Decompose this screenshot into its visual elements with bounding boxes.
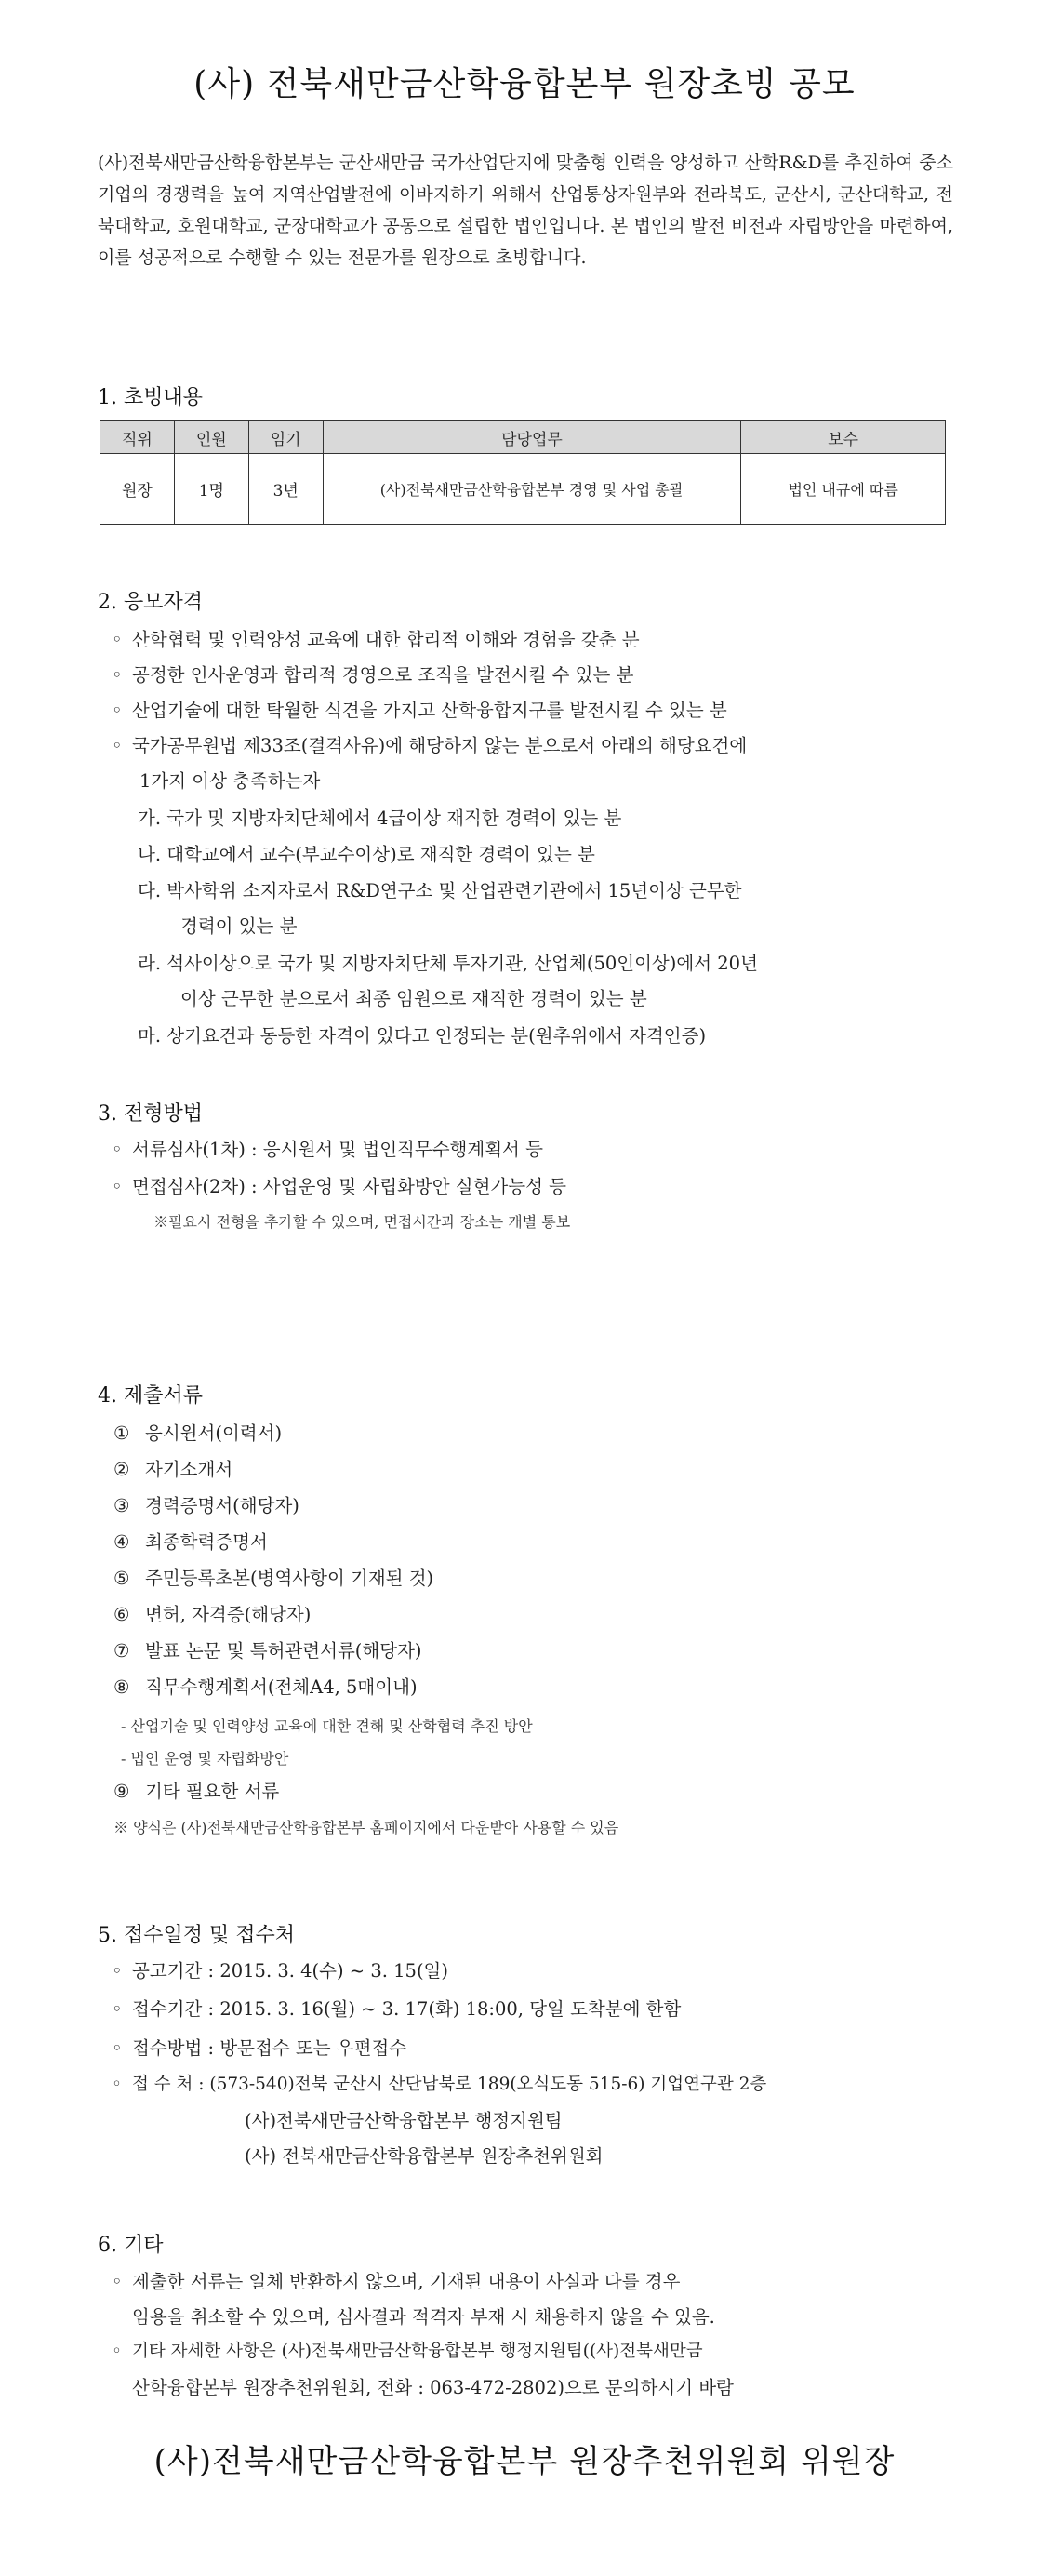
bullet-icon: ◦ — [112, 1139, 123, 1160]
bullet-icon: ◦ — [112, 2271, 123, 2292]
page-title: (사) 전북새만금산학융합본부 원장초빙 공모 — [193, 65, 856, 103]
qualification-na: 나. 대학교에서 교수(부교수이상)로 재직한 경력이 있는 분 — [138, 844, 595, 865]
signature-line: (사)전북새만금산학융합본부 원장추천위원회 위원장 — [153, 2443, 896, 2480]
list-item: ④ 최종학력증명서 — [113, 1531, 268, 1553]
list-item-continued: 산학융합본부 원장추천위원회, 전화 : 063-472-2802)으로 문의하시기 바람 — [132, 2377, 734, 2398]
cell-position: 원장 — [100, 454, 175, 525]
bullet-icon: ◦ — [112, 1998, 123, 2020]
qualification-ma: 마. 상기요건과 동등한 자격이 있다고 인정되는 분(원추위에서 자격인증) — [138, 1025, 707, 1047]
list-item: ◦ 제출한 서류는 일체 반환하지 않으며, 기재된 내용이 사실과 다를 경우 — [112, 2271, 681, 2292]
list-item: ◦ 접수기간 : 2015. 3. 16(월) ~ 3. 17(화) 18:00, 당일 도착분에 한함 — [112, 1998, 682, 2020]
bullet-icon: ◦ — [112, 700, 123, 721]
list-item: ◦ 접 수 처 : (573-540)전북 군산시 산단남북로 189(오식도동 515-6) 기업연구관 2층 — [112, 2075, 767, 2094]
list-item: ◦ 공고기간 : 2015. 3. 4(수) ~ 3. 15(일) — [112, 1960, 449, 1982]
section-2-heading: 2. 응모자격 — [98, 591, 203, 614]
list-item: ⑧ 직무수행계획서(전체A4, 5매이내) — [113, 1676, 418, 1698]
sub-item: - 법인 운영 및 자립화방안 — [121, 1750, 289, 1768]
list-item-continued: 1가지 이상 충족하는자 — [139, 770, 321, 792]
bullet-icon: ◦ — [112, 664, 123, 686]
sub-item: - 산업기술 및 인력양성 교육에 대한 견해 및 산학협력 추진 방안 — [121, 1717, 533, 1735]
list-item: ⑤ 주민등록초본(병역사항이 기재된 것) — [113, 1568, 434, 1589]
selection-note: ※필요시 전형을 추가할 수 있으며, 면접시간과 장소는 개별 통보 — [153, 1213, 571, 1231]
list-item: ◦ 서류심사(1차) : 응시원서 및 법인직무수행계획서 등 — [112, 1139, 543, 1160]
section-1-heading: 1. 초빙내용 — [98, 386, 203, 409]
bullet-icon: ◦ — [112, 2075, 122, 2094]
cell-headcount: 1명 — [174, 454, 248, 525]
qualification-ra: 라. 석사이상으로 국가 및 지방자치단체 투자기관, 산업체(50인이상)에서 20년 — [138, 953, 758, 974]
address-line-2: (사)전북새만금산학융합본부 행정지원팀 — [245, 2110, 563, 2131]
list-item: ◦ 기타 자세한 사항은 (사)전북새만금산학융합본부 행정지원팀((사)전북새만금 — [112, 2342, 703, 2361]
list-item: ⑨ 기타 필요한 서류 — [113, 1781, 280, 1802]
cell-salary: 법인 내규에 따름 — [741, 454, 946, 525]
list-item: ② 자기소개서 — [113, 1459, 233, 1480]
list-item: ⑥ 면허, 자격증(해당자) — [113, 1604, 312, 1625]
section-6-heading: 6. 기타 — [98, 2234, 164, 2257]
qualification-da: 다. 박사학위 소지자로서 R&D연구소 및 산업관련기관에서 15년이상 근무한 — [138, 880, 742, 901]
section-5-heading: 5. 접수일정 및 접수처 — [98, 1924, 295, 1947]
cell-duties: (사)전북새만금산학융합본부 경영 및 사업 총괄 — [323, 454, 741, 525]
header-salary: 보수 — [741, 421, 946, 454]
list-item: ◦ 산학협력 및 인력양성 교육에 대한 합리적 이해와 경험을 갖춘 분 — [112, 629, 640, 650]
list-item: ◦ 면접심사(2차) : 사업운영 및 자립화방안 실현가능성 등 — [112, 1176, 566, 1197]
bullet-icon: ◦ — [112, 2342, 122, 2361]
list-item: ⑦ 발표 논문 및 특허관련서류(해당자) — [113, 1640, 422, 1662]
qualification-ga: 가. 국가 및 지방자치단체에서 4급이상 재직한 경력이 있는 분 — [138, 808, 622, 829]
list-item: ◦ 산업기술에 대한 탁월한 식견을 가지고 산학융합지구를 발전시킬 수 있는 분 — [112, 700, 727, 721]
address-line-3: (사) 전북새만금산학융합본부 원장추천위원회 — [245, 2145, 604, 2167]
header-position: 직위 — [100, 421, 175, 454]
list-item: ③ 경력증명서(해당자) — [113, 1495, 299, 1516]
form-note: ※ 양식은 (사)전북새만금산학융합본부 홈페이지에서 다운받아 사용할 수 있음 — [113, 1819, 619, 1836]
bullet-icon: ◦ — [112, 2037, 123, 2059]
bullet-icon: ◦ — [112, 1960, 123, 1982]
list-item: ◦ 국가공무원법 제33조(결격사유)에 해당하지 않는 분으로서 아래의 해당요건에 — [112, 735, 748, 756]
table-header-row — [100, 421, 946, 454]
bullet-icon: ◦ — [112, 735, 123, 756]
header-duties: 담당업무 — [323, 421, 741, 454]
bullet-icon: ◦ — [112, 629, 123, 650]
bullet-icon: ◦ — [112, 1176, 123, 1197]
table-row — [100, 454, 946, 525]
section-3-heading: 3. 전형방법 — [98, 1102, 203, 1126]
list-item: ① 응시원서(이력서) — [113, 1422, 283, 1444]
header-term: 임기 — [248, 421, 323, 454]
list-item: ◦ 공정한 인사운영과 합리적 경영으로 조직을 발전시킬 수 있는 분 — [112, 664, 634, 686]
position-table — [100, 420, 946, 525]
list-item-continued: 임용을 취소할 수 있으며, 심사결과 적격자 부재 시 채용하지 않을 수 있음. — [132, 2306, 715, 2328]
intro-paragraph: (사)전북새만금산학융합본부는 군산새만금 국가산업단지에 맞춤형 인력을 양성하고 산학R&D를 추진하여 중소기업의 경쟁력을 높여 지역산업발전에 이바지하기 위해서 산업통상자원부와 전라북도, 군산시, 군산대학교, 전북대학교, 호원대학교, 군장대학교가 공동으로 설립한 법인입니다. 본 법인의 발전 비전과 자립방안을 마련하여, 이를 성공적으로 수행할 수 있는 전문가를 원장으로 초빙합니다. — [98, 153, 953, 268]
header-headcount: 인원 — [174, 421, 248, 454]
section-4-heading: 4. 제출서류 — [98, 1384, 203, 1408]
qualification-ra-continued: 이상 근무한 분으로서 최종 임원으로 재직한 경력이 있는 분 — [180, 988, 647, 1009]
cell-term: 3년 — [248, 454, 323, 525]
qualification-da-continued: 경력이 있는 분 — [180, 915, 298, 937]
list-item: ◦ 접수방법 : 방문접수 또는 우편접수 — [112, 2037, 407, 2059]
